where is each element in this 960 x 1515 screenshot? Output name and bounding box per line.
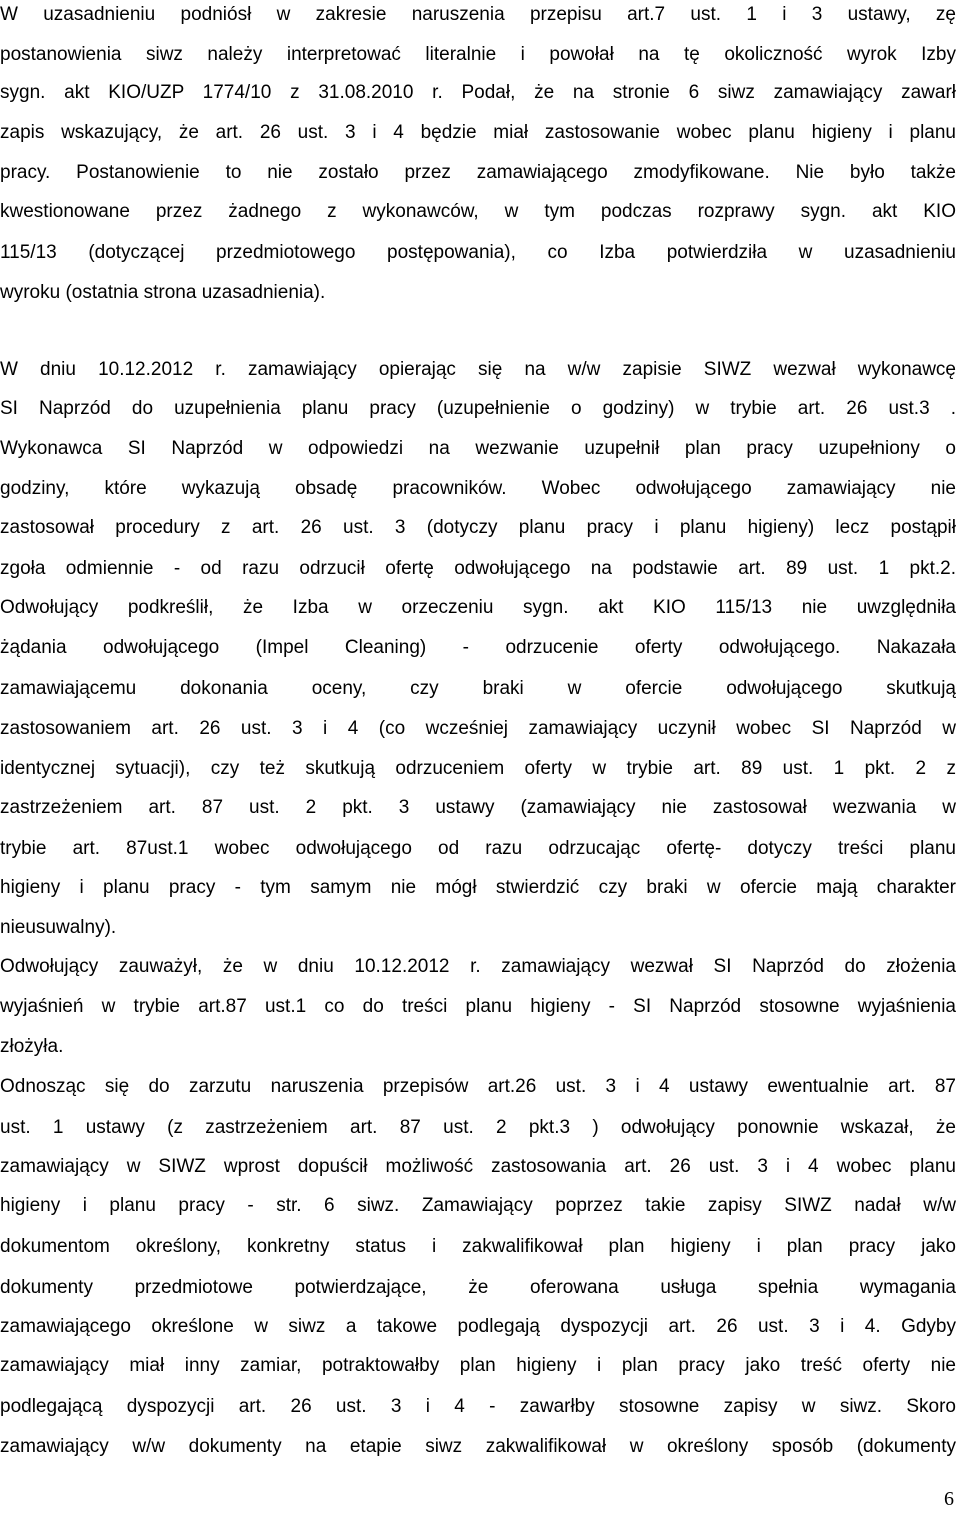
text-line: zastosowaniem art. 26 ust. 3 i 4 (co wcześniej zamawiający uczynił wobec SI Naprzód w <box>0 718 956 739</box>
text-line: pracy. Postanowienie to nie zostało przez zamawiającego zmodyfikowane. Nie było także <box>0 162 956 183</box>
text-line: kwestionowane przez żadnego z wykonawców, w tym podczas rozprawy sygn. akt KIO <box>0 201 956 222</box>
text-line: higieny i planu pracy - tym samym nie mógł stwierdzić czy braki w ofercie mają charakter <box>0 877 956 898</box>
text-line: wyjaśnień w trybie art.87 ust.1 co do treści planu higieny - SI Naprzód stosowne wyjaśnienia <box>0 996 956 1017</box>
text-line: dokumentom określony, konkretny status i zakwalifikował plan higieny i plan pracy jako <box>0 1236 956 1257</box>
text-line: Wykonawca SI Naprzód w odpowiedzi na wezwanie uzupełnił plan pracy uzupełniony o <box>0 438 956 459</box>
text-line: identycznej sytuacji), czy też skutkują odrzuceniem oferty w trybie art. 89 ust. 1 pkt. 2 z <box>0 758 956 779</box>
text-line: postanowienia siwz należy interpretować literalnie i powołał na tę okoliczność wyrok Izby <box>0 44 956 65</box>
text-line: wyroku (ostatnia strona uzasadnienia). <box>0 282 326 303</box>
text-line: zamawiający w/w dokumenty na etapie siwz zakwalifikował w określony sposób (dokumenty <box>0 1436 956 1457</box>
text-line: zamawiający w SIWZ wprost dopuścił możliwość zastosowania art. 26 ust. 3 i 4 wobec planu <box>0 1156 956 1177</box>
text-line: Odwołujący zauważył, że w dniu 10.12.2012 r. zamawiający wezwał SI Naprzód do złożenia <box>0 956 956 977</box>
text-line: zgoła odmiennie - od razu odrzucił ofertę odwołującego na podstawie art. 89 ust. 1 pkt.2. <box>0 558 956 579</box>
text-line: zamawiającego określone w siwz a takowe podlegają dyspozycji art. 26 ust. 3 i 4. Gdyby <box>0 1316 956 1337</box>
text-line: SI Naprzód do uzupełnienia planu pracy (uzupełnienie o godziny) w trybie art. 26 ust.3 . <box>0 398 956 419</box>
text-line: W dniu 10.12.2012 r. zamawiający opierając się na w/w zapisie SIWZ wezwał wykonawcę <box>0 359 956 380</box>
text-line: żądania odwołującego (Impel Cleaning) - odrzucenie oferty odwołującego. Nakazała <box>0 637 956 658</box>
text-line: ust. 1 ustawy (z zastrzeżeniem art. 87 ust. 2 pkt.3 ) odwołujący ponownie wskazał, że <box>0 1117 956 1138</box>
text-line: Odwołujący podkreślił, że Izba w orzeczeniu sygn. akt KIO 115/13 nie uwzględniła <box>0 597 956 618</box>
text-line: W uzasadnieniu podniósł w zakresie naruszenia przepisu art.7 ust. 1 i 3 ustawy, zę <box>0 4 956 25</box>
text-line: złożyła. <box>0 1036 64 1057</box>
text-line: nieusuwalny). <box>0 917 117 938</box>
text-line: godziny, które wykazują obsadę pracowników. Wobec odwołującego zamawiający nie <box>0 478 956 499</box>
text-line: dokumenty przedmiotowe potwierdzające, że oferowana usługa spełnia wymagania <box>0 1277 956 1298</box>
text-line: zamawiający miał inny zamiar, potraktowałby plan higieny i plan pracy jako treść oferty nie <box>0 1355 956 1376</box>
text-line: trybie art. 87ust.1 wobec odwołującego od razu odrzucając ofertę- dotyczy treści planu <box>0 838 956 859</box>
text-line: podlegającą dyspozycji art. 26 ust. 3 i 4 - zawarłby stosowne zapisy w siwz. Skoro <box>0 1396 956 1417</box>
text-line: zapis wskazujący, że art. 26 ust. 3 i 4 będzie miał zastosowanie wobec planu higieny i planu <box>0 122 956 143</box>
text-line: zastrzeżeniem art. 87 ust. 2 pkt. 3 ustawy (zamawiający nie zastosował wezwania w <box>0 797 956 818</box>
text-line: sygn. akt KIO/UZP 1774/10 z 31.08.2010 r. Podał, że na stronie 6 siwz zamawiający zawarł <box>0 82 956 103</box>
text-line: higieny i planu pracy - str. 6 siwz. Zamawiający poprzez takie zapisy SIWZ nadał w/w <box>0 1195 956 1216</box>
text-line: zastosował procedury z art. 26 ust. 3 (dotyczy planu pracy i planu higieny) lecz postąpił <box>0 517 956 538</box>
page-number: 6 <box>944 1488 954 1510</box>
text-line: zamawiającemu dokonania oceny, czy braki w ofercie odwołującego skutkują <box>0 678 956 699</box>
text-line: Odnosząc się do zarzutu naruszenia przepisów art.26 ust. 3 i 4 ustawy ewentualnie art. 87 <box>0 1076 956 1097</box>
text-line: 115/13 (dotyczącej przedmiotowego postępowania), co Izba potwierdziła w uzasadnieniu <box>0 242 956 263</box>
